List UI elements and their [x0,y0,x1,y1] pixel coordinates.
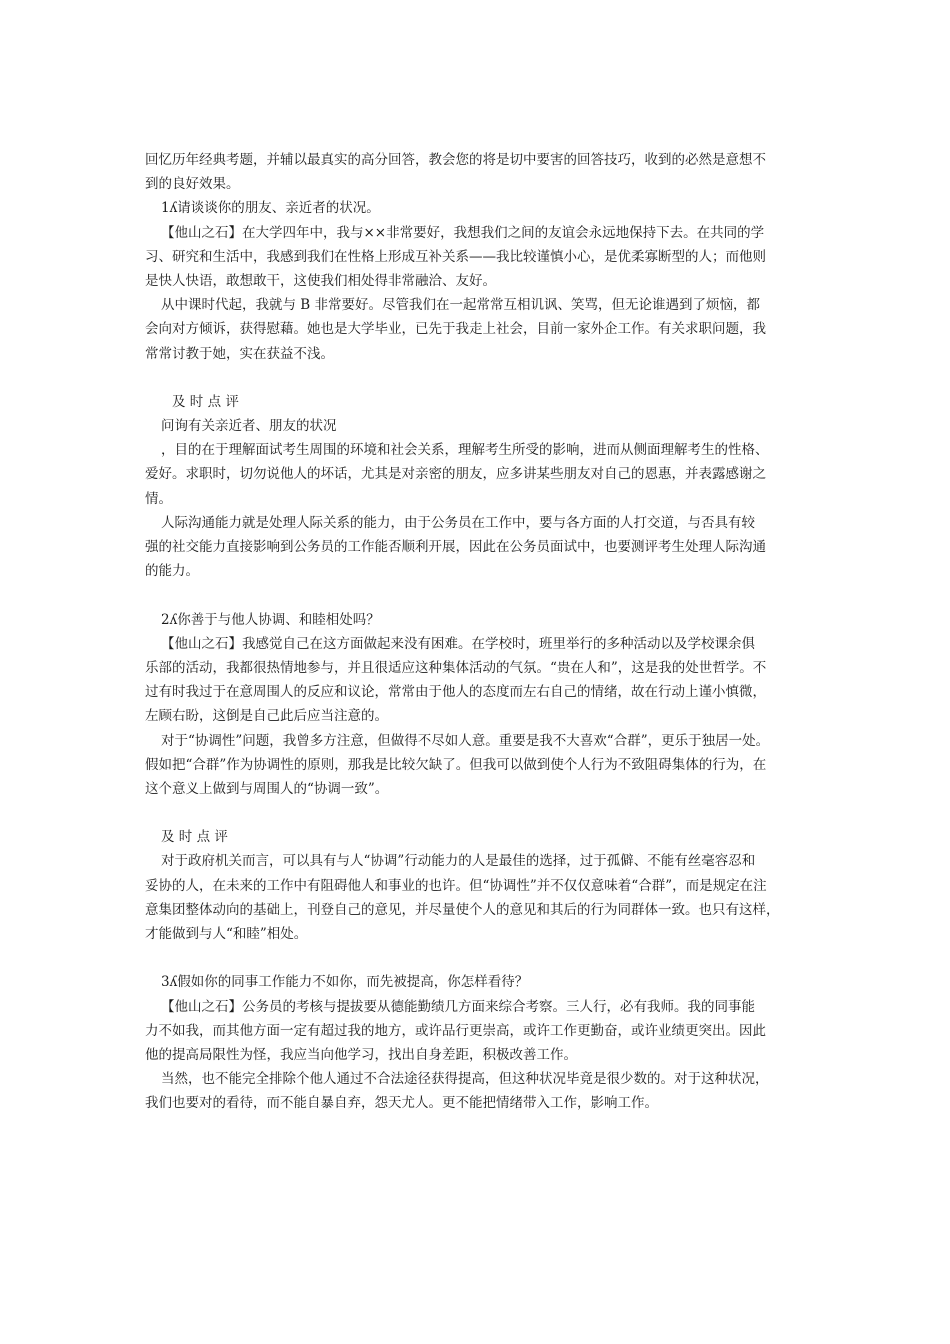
comment-line: 爱好。求职时，切勿说他人的坏话，尤其是对亲密的朋友，应多讲某些朋友对自己的恩惠，并表露感谢之 [145,466,766,483]
answer-line: 左顾右盼，这倒是自己此后应当注意的。 [145,708,388,725]
document-page [145,148,815,1116]
comment-line: 意集团整体动向的基础上，刊登自己的意见，并尽量使个人的意见和其后的行为同群体一致。也只有这样， [145,901,780,918]
comment-heading: 及 时 点 评 [172,393,239,410]
question-3-title: 3ʎ假如你的同事工作能力不如你，而先被提高，你怎样看待？ [161,974,529,991]
answer-line: 是快人快语，敢想敢干，这使我们相处得非常融洽、友好。 [145,272,496,289]
answer-line: 过有时我过于在意周围人的反应和议论，常常由于他人的态度而左右自己的情绪，故在行动上谨小慎微， [145,684,766,701]
intro-line: 到的良好效果。 [145,176,240,193]
answer-line: 【他山之石】在大学四年中，我与××非常要好，我想我们之间的友谊会永远地保持下去。在共同的学 [161,224,765,241]
comment-line: 对于政府机关而言，可以具有与人“协调”行动能力的人是最佳的选择，过于孤僻、不能有丝毫容忍和 [161,853,756,870]
comment-subheading: 问询有关亲近者、朋友的状况 [161,418,337,435]
answer-line: 乐部的活动，我都很热情地参与，并且很适应这种集体活动的气氛。“贵在人和”，这是我的处世哲学。不 [145,659,767,676]
comment-line: 强的社交能力直接影响到公务员的工作能否顺利开展，因此在公务员面试中，也要测评考生处理人际沟通 [145,539,766,555]
question-1-title: 1ʎ请谈谈你的朋友、亲近者的状况。 [161,200,380,217]
answer-line: 他的提高局限性为怪，我应当向他学习，找出自身差距，积极改善工作。 [145,1046,577,1063]
comment-line: ，目的在于理解面试考生周围的环境和社会关系，理解考生所受的影响，进而从侧面理解考生的性格、 [161,442,769,459]
comment-line: 妥协的人，在未来的工作中有阻碍他人和事业的也许。但“协调性”并不仅仅意味着“合群”，而是规定在注 [145,877,767,894]
answer-line: 假如把“合群”作为协调性的原则，那我是比较欠缺了。但我可以做到使个人行为不致阻碍集体的行为，在 [145,756,767,773]
answer-line: 【他山之石】公务员的考核与提拔要从德能勤绩几方面来综合考察。三人行，必有我师。我的同事能 [161,998,755,1015]
answer-line: 这个意义上做到与周围人的“协调一致”。 [145,780,389,797]
answer-line: 从中课时代起，我就与 B 非常要好。尽管我们在一起常常互相讥讽、笑骂，但无论谁遇到了烦恼，都 [161,297,761,314]
answer-line: 当然，也不能完全排除个他人通过不合法途径获得提高，但这种状况毕竟是很少数的。对于这种状况， [161,1071,769,1088]
answer-line: 常常讨教于她，实在获益不浅。 [145,345,334,362]
comment-line: 人际沟通能力就是处理人际关系的能力，由于公务员在工作中，要与各方面的人打交道，与否具有较 [161,514,755,531]
spacer [145,946,815,970]
answer-line: 会向对方倾诉，获得慰藉。她也是大学毕业，已先于我走上社会，目前一家外企工作。有关求职问题，我 [145,321,766,338]
comment-line: 情。 [145,490,172,507]
spacer [145,801,815,825]
comment-heading: 及 时 点 评 [161,829,228,846]
comment-line: 才能做到与人“和睦”相处。 [145,926,308,942]
answer-line: 对于“协调性”问题，我曾多方注意，但做得不尽如人意。重要是我不大喜欢“合群”，更乐于独居一处。 [161,732,770,749]
answer-line: 力不如我，而其他方面一定有超过我的地方，或许品行更崇高，或许工作更勤奋，或许业绩更突出。因此 [145,1022,766,1039]
answer-line: 【他山之石】我感觉自己在这方面做起来没有困难。在学校时，班里举行的多种活动以及学校课余俱 [161,635,755,652]
spacer [145,366,815,390]
answer-line: 习、研究和生活中，我感到我们在性格上形成互补关系——我比较谨慎小心，是优柔寡断型的人；而他则 [145,248,766,265]
spacer [145,583,815,607]
comment-line: 的能力。 [145,563,199,580]
intro-line: 回忆历年经典考题，并辅以最真实的高分回答，教会您的将是切中要害的回答技巧，收到的必然是意想不 [145,152,766,168]
answer-line: 我们也要对的看待，而不能自暴自弃，怨天尤人。更不能把情绪带入工作，影响工作。 [145,1095,658,1112]
question-2-title: 2ʎ你善于与他人协调、和睦相处吗？ [161,611,380,628]
